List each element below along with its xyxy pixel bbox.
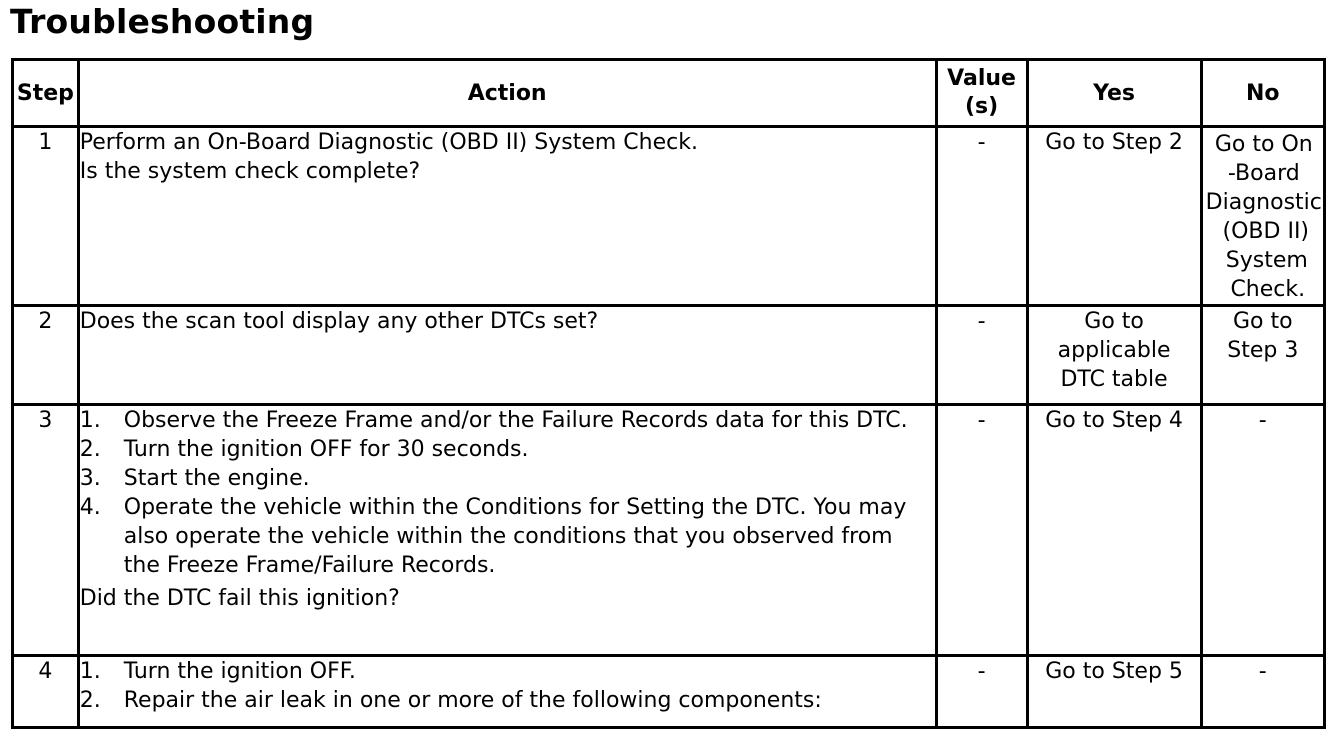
list-item-number: 1. <box>79 659 101 684</box>
table-row <box>13 656 1325 728</box>
yes-line: applicable <box>1057 338 1171 363</box>
action-line: Is the system check complete? <box>79 159 421 184</box>
action-steps-list <box>80 406 935 580</box>
action-cell <box>78 127 936 306</box>
value-cell: - <box>936 127 1027 306</box>
step-number: 4 <box>13 656 79 728</box>
header-value <box>936 60 1027 127</box>
no-line: -Board <box>1227 161 1300 186</box>
no-line: Step 3 <box>1227 338 1299 363</box>
no-cell[interactable] <box>1201 127 1324 306</box>
no-cell: - <box>1201 405 1324 656</box>
yes-link[interactable]: Go to Step 4 <box>1045 408 1183 433</box>
list-item-text: Operate the vehicle within the Conditions for Setting the DTC. You may also operate the vehicle within the conditions that you observed from the Freeze Frame/Failure Records. <box>123 495 907 578</box>
list-item-number: 3. <box>79 466 101 491</box>
yes-cell[interactable] <box>1027 306 1201 405</box>
step-number: 3 <box>13 405 79 656</box>
table-header-row <box>13 60 1325 127</box>
action-steps-list <box>80 657 935 715</box>
step-number: 2 <box>13 306 79 405</box>
table-row <box>13 405 1325 656</box>
list-item-text: Start the engine. <box>123 466 310 491</box>
yes-cell <box>1027 127 1201 306</box>
value-cell: - <box>936 656 1027 728</box>
no-line: System <box>1225 248 1308 273</box>
no-line: Go to On <box>1214 132 1313 157</box>
action-line: Perform an On-Board Diagnostic (OBD II) System Check. <box>79 130 698 155</box>
list-item-number: 2. <box>79 437 101 462</box>
header-yes: Yes <box>1027 60 1201 127</box>
list-item <box>80 435 935 464</box>
no-line: Go to <box>1232 309 1293 334</box>
list-item <box>80 406 935 435</box>
action-cell <box>78 656 936 728</box>
no-cell: - <box>1201 656 1324 728</box>
list-item <box>80 657 935 686</box>
troubleshooting-table <box>11 58 1326 729</box>
list-item <box>80 686 935 715</box>
list-item-number: 2. <box>79 688 101 713</box>
list-item-number: 1. <box>79 408 101 433</box>
value-cell: - <box>936 405 1027 656</box>
no-line: Check. <box>1230 277 1306 302</box>
yes-cell <box>1027 405 1201 656</box>
list-item-text: Turn the ignition OFF. <box>123 659 356 684</box>
action-cell <box>78 306 936 405</box>
table-row <box>13 127 1325 306</box>
header-action: Action <box>78 60 936 127</box>
table-row <box>13 306 1325 405</box>
yes-cell <box>1027 656 1201 728</box>
list-item <box>80 493 935 580</box>
list-item-text: Turn the ignition OFF for 30 seconds. <box>123 437 529 462</box>
yes-link[interactable]: Go to Step 5 <box>1045 659 1183 684</box>
action-cell <box>78 405 936 656</box>
no-cell[interactable] <box>1201 306 1324 405</box>
yes-line: Go to <box>1084 309 1144 334</box>
action-question: Did the DTC fail this ignition? <box>79 586 400 611</box>
action-line: Does the scan tool display any other DTCs set? <box>79 309 599 334</box>
yes-line: DTC table <box>1060 367 1168 392</box>
header-no: No <box>1201 60 1324 127</box>
no-line: (OBD II) <box>1222 219 1310 244</box>
page-title: Troubleshooting <box>10 2 315 41</box>
list-item-text: Observe the Freeze Frame and/or the Failure Records data for this DTC. <box>123 408 908 433</box>
list-item-text: Repair the air leak in one or more of the following components: <box>123 688 822 713</box>
header-value-label: Value (s) <box>947 66 1016 119</box>
yes-link[interactable]: Go to Step 2 <box>1045 130 1183 155</box>
header-step: Step <box>13 60 79 127</box>
value-cell: - <box>936 306 1027 405</box>
step-number: 1 <box>13 127 79 306</box>
list-item <box>80 464 935 493</box>
no-line: Diagnostic <box>1205 190 1322 215</box>
list-item-number: 4. <box>79 495 101 520</box>
